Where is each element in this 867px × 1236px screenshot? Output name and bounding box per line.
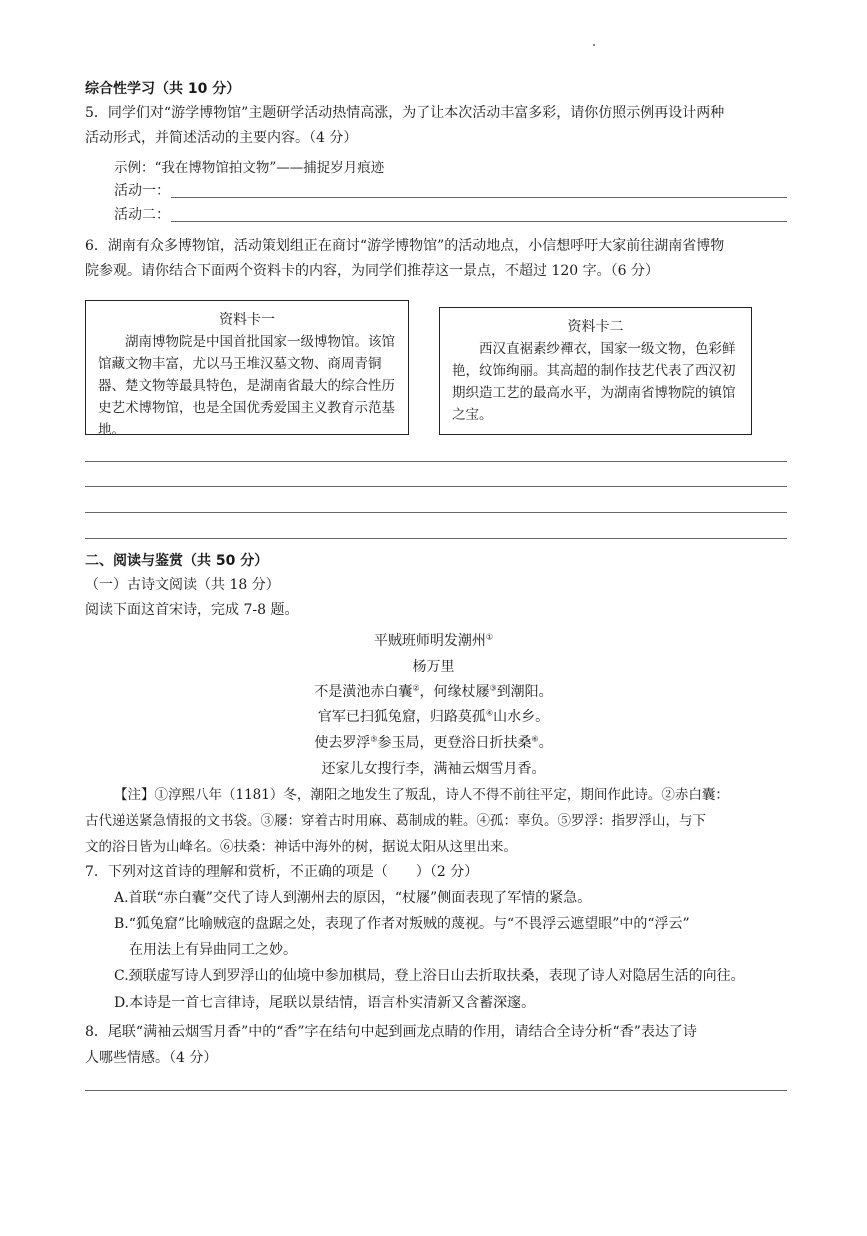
poem-note-mark-6: ⑥	[531, 734, 539, 744]
info-card-2-title: 资料卡二	[567, 319, 624, 335]
q7-option-a[interactable]: A.首联“赤白囊”交代了诗人到潮州去的原因，“杖屦”侧面表现了军情的紧急。	[114, 890, 592, 906]
poem-line-1	[0, 681, 867, 701]
poem-notes-line2: 古代递送紧急情报的文书袋。③屦：穿着古时用麻、葛制成的鞋。④孤：辜负。⑤罗浮：指罗浮山，与下	[85, 813, 706, 829]
q6-answer-line-2[interactable]	[85, 486, 787, 487]
q8-text-line1: 8．尾联“满袖云烟雪月香”中的“香”字在结句中起到画龙点睛的作用，请结合全诗分析“香”表达了诗	[85, 1024, 697, 1040]
q7-option-b-cont: 在用法上有异曲同工之妙。	[129, 942, 297, 958]
poem-line-3	[0, 732, 867, 752]
poem-note-mark-3: ③	[489, 683, 497, 693]
activity1-answer-line[interactable]	[171, 197, 787, 198]
q7-option-c[interactable]: C.颈联虚写诗人到罗浮山的仙境中参加棋局，登上浴日山去折取扶桑，表现了诗人对隐居生活的向往。	[114, 968, 745, 984]
poem-line-2	[0, 706, 867, 726]
reading-instruction: 阅读下面这首宋诗，完成 7-8 题。	[85, 602, 299, 618]
activity2-label: 活动二：	[114, 207, 170, 223]
section-heading-integrated: 综合性学习（共 10 分）	[85, 81, 241, 97]
activity2-answer-line[interactable]	[171, 221, 787, 222]
q5-example: 示例：“我在博物馆拍文物”——捕捉岁月痕迹	[114, 160, 385, 176]
info-card-2-body: 西汉直裾素纱襌衣，国家一级文物，色彩鲜艳，纹饰绚丽。其高超的制作技艺代表了西汉初期织造工艺的最高水平，为湖南省博物院的镇馆之宝。	[452, 341, 736, 423]
scan-dot	[593, 44, 595, 46]
q8-answer-line[interactable]	[85, 1090, 787, 1091]
poem-line-3-b: 参玉局，更登浴日折扶桑	[377, 735, 532, 751]
poem-line-1-a: 不是潢池赤白囊	[314, 684, 413, 700]
poem-note-mark-4: ④	[485, 708, 494, 718]
q6-answer-line-4[interactable]	[85, 538, 787, 539]
q6-text-line1: 6．湖南有众多博物馆，活动策划组正在商讨“游学博物馆”的活动地点，小信想呼吁大家前往湖南省博物	[85, 238, 725, 254]
poem-line-2-b: 山水乡。	[493, 709, 550, 725]
section-heading-reading: 二、阅读与鉴赏（共 50 分）	[85, 553, 269, 569]
poem-line-2-a: 官军已扫狐兔窟，归路莫孤	[317, 709, 486, 725]
poem-line-4: 还家儿女搜行李，满袖云烟雪月香。	[321, 761, 546, 777]
poem-line-3-a: 使去罗浮	[314, 735, 371, 751]
activity1-label: 活动一：	[114, 183, 170, 199]
poem-title-text: 平贼班师明发潮州	[373, 633, 486, 649]
q6-answer-line-3[interactable]	[85, 512, 787, 513]
subsection-heading-poetry: （一）古诗文阅读（共 18 分）	[85, 577, 280, 593]
q6-answer-line-1[interactable]	[85, 461, 787, 462]
poem-line-1-b: ，何缘杖屦	[419, 684, 490, 700]
poem-title	[0, 630, 867, 650]
poem-note-mark-5: ⑤	[370, 734, 378, 744]
poem-line-1-c: 到潮阳。	[496, 684, 553, 700]
q5-text-line1: 5．同学们对“游学博物馆”主题研学活动热情高涨，为了让本次活动丰富多彩，请你仿照示例再设计两种	[85, 105, 725, 121]
poem-line-3-c: 。	[538, 735, 553, 751]
info-card-2	[439, 307, 752, 435]
poem-author: 杨万里	[412, 659, 455, 675]
q6-text-line2: 院参观。请你结合下面两个资料卡的内容，为同学们推荐这一景点，不超过 120 字。（6 分）	[85, 263, 659, 279]
q7-stem: 7．下列对这首诗的理解和赏析，不正确的项是（ ）（2 分）	[85, 864, 479, 880]
poem-note-mark-2: ②	[412, 683, 420, 693]
poem-notes-line3: 文的浴日皆为山峰名。⑥扶桑：神话中海外的树，据说太阳从这里出来。	[85, 839, 517, 855]
poem-notes-line1: 【注】①淳熙八年（1181）冬，潮阳之地发生了叛乱，诗人不得不前往平定，期间作此诗。②赤白囊：	[114, 787, 729, 803]
poem-title-note-mark: ①	[485, 632, 494, 642]
q5-text-line2: 活动形式，并简述活动的主要内容。（4 分）	[85, 130, 358, 146]
q7-option-b[interactable]: B.“狐兔窟”比喻贼寇的盘踞之处，表现了作者对叛贼的蔑视。与“不畏浮云遮望眼”中的“浮云”	[114, 916, 690, 932]
q8-text-line2: 人哪些情感。（4 分）	[85, 1050, 218, 1066]
q7-option-d[interactable]: D.本诗是一首七言律诗，尾联以景结情，语言朴实清新又含蓄深邃。	[114, 995, 536, 1011]
info-card-1-title: 资料卡一	[219, 312, 275, 328]
info-card-1-body: 湖南博物院是中国首批国家一级博物馆。该馆馆藏文物丰富，尤以马王堆汉墓文物、商周青铜器、楚文物等最具特色，是湖南省最大的综合性历史艺术博物馆，也是全国优秀爱国主义教育示范基地。	[98, 334, 395, 438]
info-card-1	[85, 300, 409, 438]
